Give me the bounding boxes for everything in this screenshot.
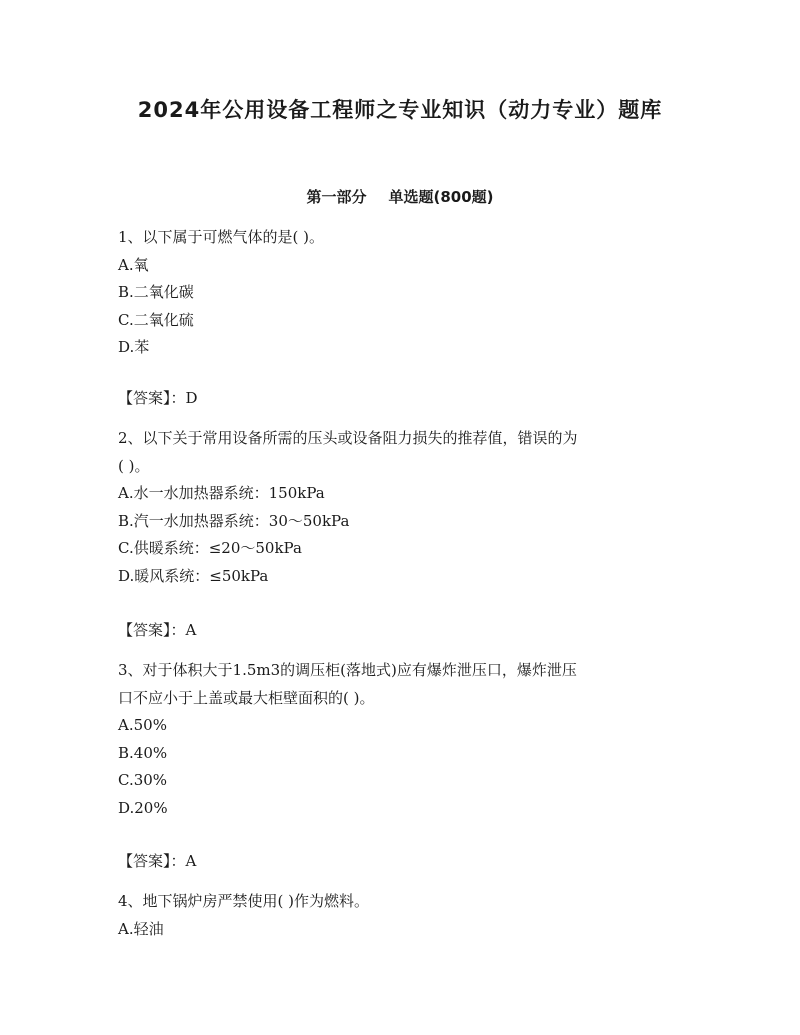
option-a: A.水一水加热器系统：150kPa — [118, 484, 325, 502]
question-stem-line1: 3、对于体积大于1.5m3的调压柜(落地式)应有爆炸泄压口，爆炸泄压 — [118, 661, 577, 679]
question-2 — [118, 425, 688, 590]
option-a: A.氧 — [118, 255, 149, 274]
answer-label: 【答案】： — [118, 852, 186, 870]
question-stem: 4、地下锅炉房严禁使用( )作为燃料。 — [118, 892, 370, 910]
option-a: A.50% — [118, 716, 167, 734]
option-d: D.暖风系统：≤50kPa — [118, 566, 269, 585]
answer-2 — [118, 617, 688, 645]
answer-3 — [118, 848, 688, 876]
option-c: C.供暖系统：≤20～50kPa — [118, 539, 302, 557]
answer-label: 【答案】： — [118, 389, 186, 407]
answer-1 — [118, 385, 688, 413]
section-name: 单选题(800题) — [388, 188, 494, 206]
option-c: C.30% — [118, 771, 168, 789]
question-3 — [118, 657, 688, 822]
answer-value: A — [185, 852, 197, 870]
question-stem-line2: ( )。 — [118, 456, 150, 475]
answer-label: 【答案】： — [118, 621, 186, 639]
option-d: D.苯 — [118, 338, 150, 356]
answer-value: A — [185, 621, 197, 639]
section-part: 第一部分 — [306, 188, 367, 206]
question-4 — [118, 888, 688, 943]
option-c: C.二氧化硫 — [118, 310, 194, 329]
question-stem-line2: 口不应小于上盖或最大柜壁面积的( )。 — [118, 688, 375, 707]
question-1 — [118, 224, 688, 362]
option-d: D.20% — [118, 798, 168, 817]
answer-value: D — [185, 389, 198, 407]
document-title: 2024年公用设备工程师之专业知识（动力专业）题库 — [137, 98, 663, 122]
question-stem-line1: 2、以下关于常用设备所需的压头或设备阻力损失的推荐值，错误的为 — [118, 429, 578, 447]
option-b: B.40% — [118, 743, 168, 762]
section-heading — [0, 186, 800, 207]
question-stem: 1、以下属于可燃气体的是( )。 — [118, 228, 325, 246]
option-b: B.汽一水加热器系统：30～50kPa — [118, 511, 350, 530]
option-b: B.二氧化碳 — [118, 283, 194, 301]
option-a: A.轻油 — [118, 919, 164, 938]
